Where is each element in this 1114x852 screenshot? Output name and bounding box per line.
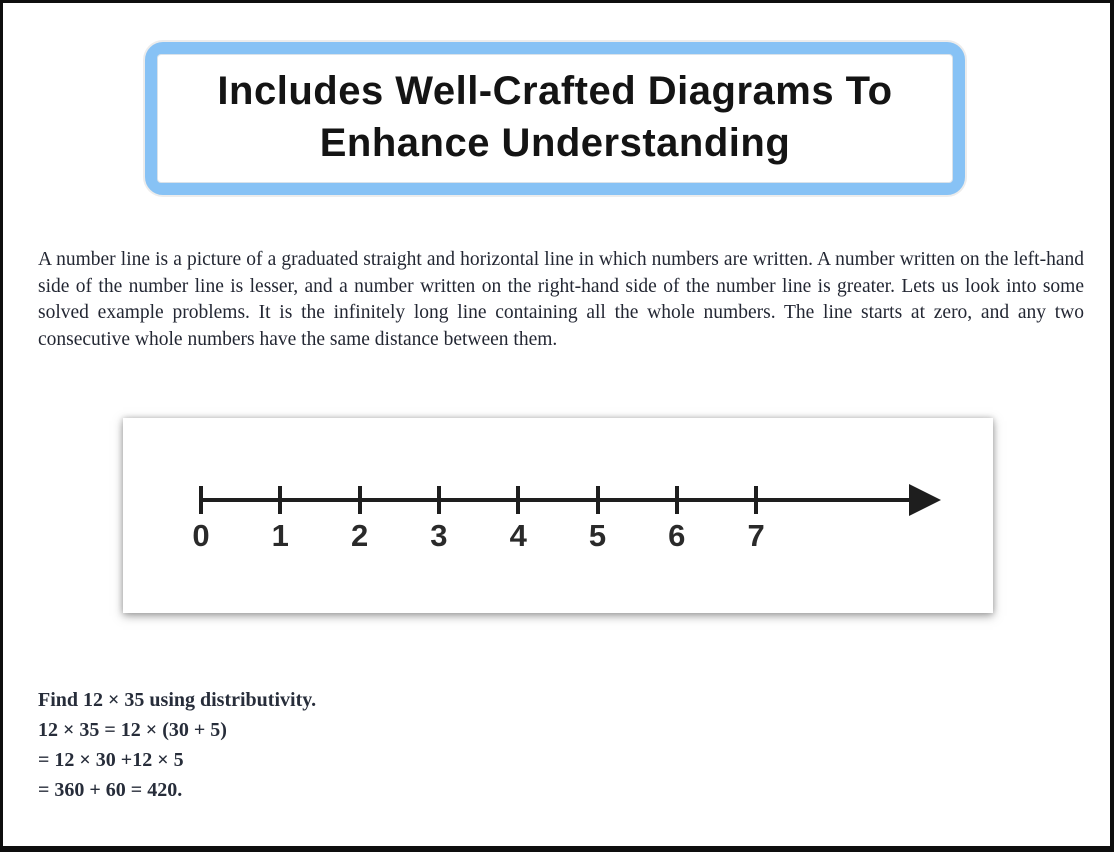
example-line: 12 × 35 = 12 × (30 + 5) [38, 719, 227, 741]
tick-mark [516, 486, 520, 514]
page-title: Includes Well-Crafted Diagrams To Enhance Understanding [217, 68, 893, 165]
example-line: = 12 × 30 +12 × 5 [38, 749, 184, 771]
header-banner-inner [157, 54, 953, 183]
tick-label: 4 [509, 518, 527, 553]
example-problem [38, 685, 316, 805]
tick-mark [675, 486, 679, 514]
number-line-axis [199, 498, 911, 502]
tick-mark [278, 486, 282, 514]
tick-mark [199, 486, 203, 514]
tick-mark [596, 486, 600, 514]
tick-mark [437, 486, 441, 514]
header-banner [145, 42, 965, 195]
tick-label: 2 [350, 518, 369, 553]
arrow-right-icon [909, 484, 941, 516]
tick-mark [358, 486, 362, 514]
number-line-card [123, 418, 993, 613]
tick-label: 1 [271, 518, 289, 553]
tick-label: 3 [430, 518, 448, 553]
example-line: Find 12 × 35 using distributivity. [38, 689, 317, 711]
tick-mark [754, 486, 758, 514]
intro-paragraph: A number line is a picture of a graduated straight and horizontal line in which numbers are written. A number written on the left-hand side of the number line is lesser, and a number written on the right-hand side of the number line is greater. Lets us look into some solved example problems. It is the infinitely long line containing all the whole numbers. The line starts at zero, and any two consecutive whole numbers have the same distance between them. [38, 249, 1084, 350]
tick-label: 5 [588, 518, 607, 553]
example-line: = 360 + 60 = 420. [38, 779, 183, 801]
tick-label: 6 [668, 518, 686, 553]
tick-label: 0 [192, 518, 210, 553]
tick-label: 7 [747, 518, 765, 553]
